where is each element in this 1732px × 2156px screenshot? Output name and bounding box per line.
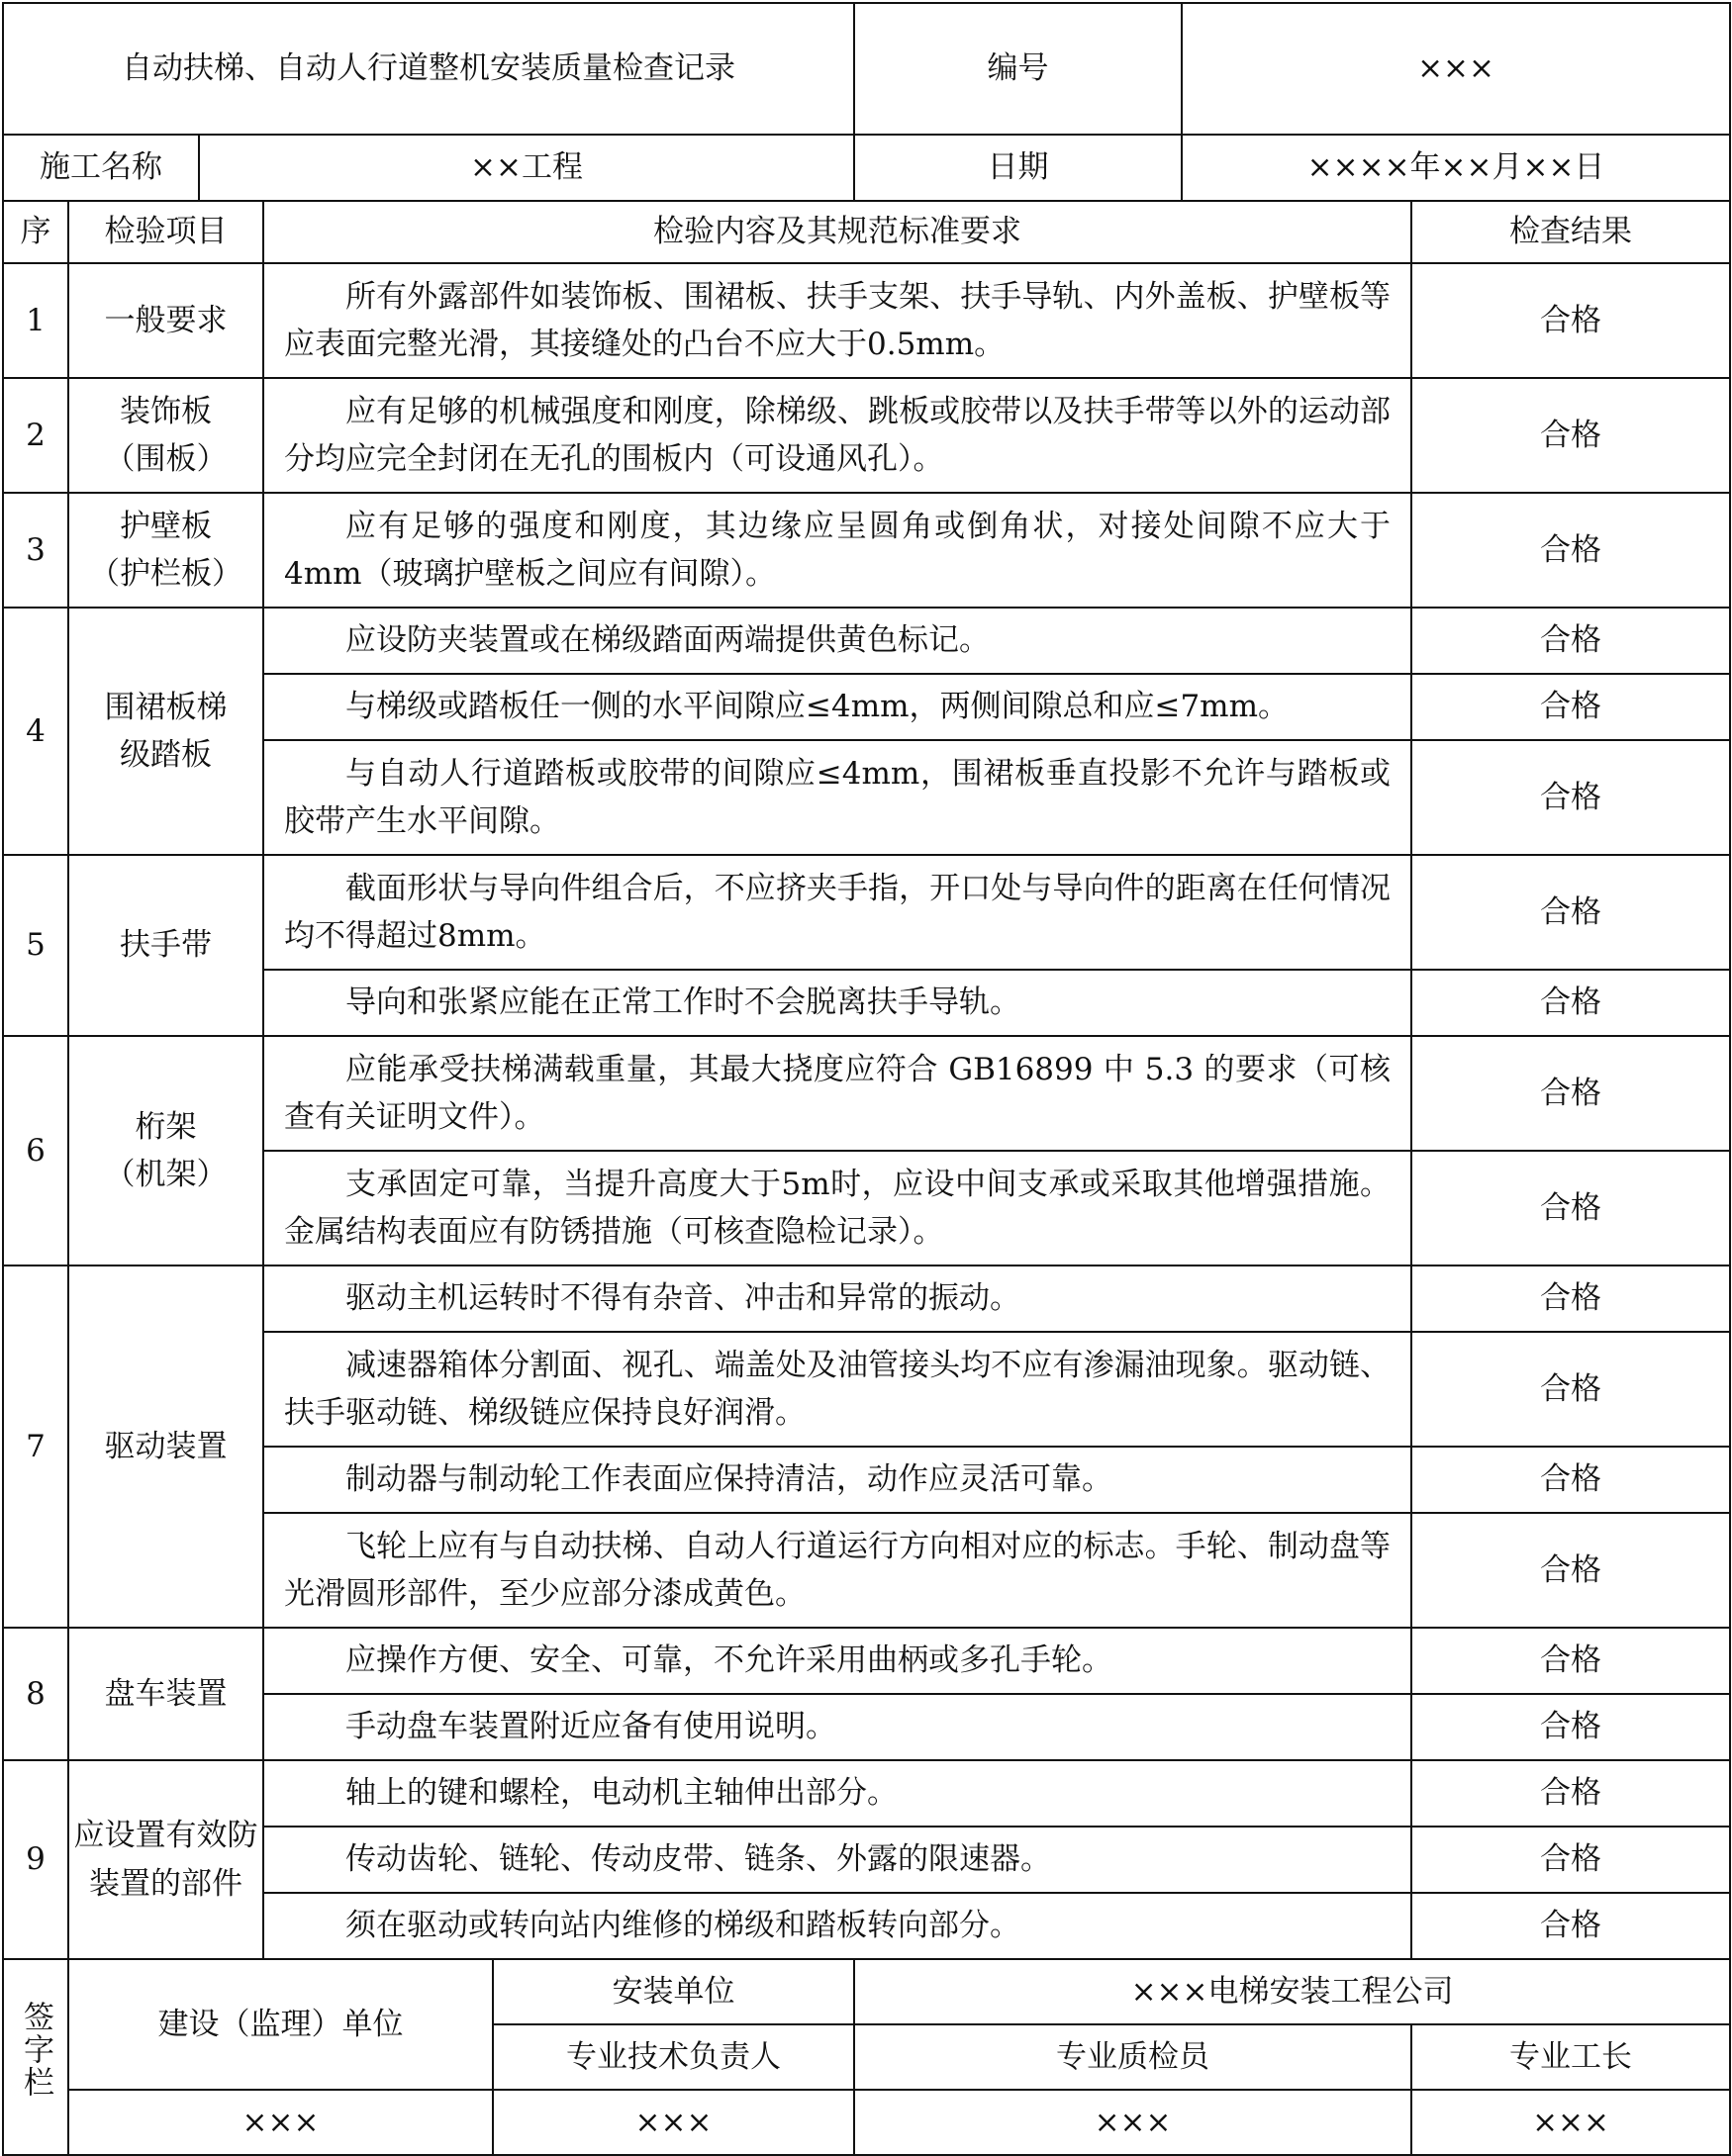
project-label: 施工名称 <box>3 135 199 201</box>
item-name-line: 一般要求 <box>104 302 228 338</box>
owner-unit-label: 建设（监理）单位 <box>68 1959 493 2090</box>
table-row <box>3 608 1730 674</box>
item-name-line: 盘车装置 <box>104 1675 228 1712</box>
check-result: 合格 <box>1411 855 1730 970</box>
requirement-text: 飞轮上应有与自动扶梯、自动人行道运行方向相对应的标志。手轮、制动盘等光滑圆形部件，至少应部分漆成黄色。 <box>263 1513 1411 1628</box>
item-name-line: （机架） <box>104 1157 228 1192</box>
item-name <box>68 378 263 493</box>
requirement-text: 截面形状与导向件组合后，不应挤夹手指，开口处与导向件的距离在任何情况均不得超过8mm。 <box>263 855 1411 970</box>
inspection-record-table <box>2 2 1731 2156</box>
item-name-line: 桁架 <box>135 1108 197 1145</box>
check-result: 合格 <box>1411 608 1730 674</box>
form-title: 自动扶梯、自动人行道整机安装质量检查记录 <box>3 3 854 135</box>
requirement-text: 所有外露部件如装饰板、围裙板、扶手支架、扶手导轨、内外盖板、护壁板等应表面完整光滑，其接缝处的凸台不应大于0.5mm。 <box>263 263 1411 378</box>
table-row <box>3 1628 1730 1694</box>
requirement-text: 制动器与制动轮工作表面应保持清洁，动作应灵活可靠。 <box>263 1447 1411 1513</box>
table-row <box>3 378 1730 493</box>
requirement-text: 驱动主机运转时不得有杂音、冲击和异常的振动。 <box>263 1265 1411 1332</box>
item-name <box>68 608 263 855</box>
inspector-label: 专业质检员 <box>854 2024 1411 2090</box>
check-result: 合格 <box>1411 1760 1730 1827</box>
check-result: 合格 <box>1411 1893 1730 1959</box>
item-name-line: 装置的部件 <box>89 1865 242 1902</box>
item-number: 8 <box>3 1628 68 1760</box>
requirement-text: 应能承受扶梯满载重量，其最大挠度应符合 GB16899 中 5.3 的要求（可核查有关证明文件）。 <box>263 1036 1411 1151</box>
requirement-text: 应操作方便、安全、可靠，不允许采用曲柄或多孔手轮。 <box>263 1628 1411 1694</box>
check-result: 合格 <box>1411 493 1730 608</box>
requirement-text: 应有足够的机械强度和刚度，除梯级、跳板或胶带以及扶手带等以外的运动部分均应完全封闭在无孔的围板内（可设通风孔）。 <box>263 378 1411 493</box>
signature-section-label: 签字栏 <box>3 1959 68 2155</box>
item-number: 2 <box>3 378 68 493</box>
column-header-content: 检验内容及其规范标准要求 <box>263 201 1411 263</box>
foreman-label: 专业工长 <box>1411 2024 1730 2090</box>
check-result: 合格 <box>1411 970 1730 1036</box>
requirement-text: 减速器箱体分割面、视孔、端盖处及油管接头均不应有渗漏油现象。驱动链、扶手驱动链、梯级链应保持良好润滑。 <box>263 1332 1411 1447</box>
check-result: 合格 <box>1411 263 1730 378</box>
requirement-text: 与梯级或踏板任一侧的水平间隙应≤4mm，两侧间隙总和应≤7mm。 <box>263 674 1411 740</box>
item-name <box>68 493 263 608</box>
table-row <box>3 1760 1730 1827</box>
check-result: 合格 <box>1411 1447 1730 1513</box>
table-row <box>3 1036 1730 1151</box>
item-number: 7 <box>3 1265 68 1628</box>
install-unit-label: 安装单位 <box>493 1959 854 2024</box>
item-name <box>68 263 263 378</box>
requirement-text: 手动盘车装置附近应备有使用说明。 <box>263 1694 1411 1760</box>
inspector-signature: ××× <box>854 2090 1411 2155</box>
check-result: 合格 <box>1411 1827 1730 1893</box>
item-number: 3 <box>3 493 68 608</box>
item-name-line: 护壁板 <box>120 508 212 544</box>
requirement-text: 支承固定可靠，当提升高度大于5m时，应设中间支承或采取其他增强措施。金属结构表面应有防锈措施（可核查隐检记录）。 <box>263 1151 1411 1265</box>
check-result: 合格 <box>1411 674 1730 740</box>
check-result: 合格 <box>1411 1151 1730 1265</box>
requirement-text: 传动齿轮、链轮、传动皮带、链条、外露的限速器。 <box>263 1827 1411 1893</box>
item-number: 6 <box>3 1036 68 1265</box>
requirement-text: 应有足够的强度和刚度，其边缘应呈圆角或倒角状，对接处间隙不应大于4mm（玻璃护壁板之间应有间隙）。 <box>263 493 1411 608</box>
item-name-line: 装饰板 <box>120 393 212 429</box>
item-name <box>68 1265 263 1628</box>
item-name-line: 驱动装置 <box>104 1428 228 1464</box>
item-name-line: （围板） <box>104 441 228 477</box>
foreman-signature: ××× <box>1411 2090 1730 2155</box>
table-row <box>3 493 1730 608</box>
item-name <box>68 855 263 1036</box>
column-header-item: 检验项目 <box>68 201 263 263</box>
owner-signature: ××× <box>68 2090 493 2155</box>
check-result: 合格 <box>1411 378 1730 493</box>
table-row <box>3 263 1730 378</box>
check-result: 合格 <box>1411 1265 1730 1332</box>
item-name-line: （护栏板） <box>89 556 242 592</box>
install-company: ×××电梯安装工程公司 <box>854 1959 1730 2024</box>
item-name-line: 应设置有效防 <box>73 1818 258 1854</box>
tech-lead-label: 专业技术负责人 <box>493 2024 854 2090</box>
item-number: 4 <box>3 608 68 855</box>
code-label: 编号 <box>854 3 1182 135</box>
item-name <box>68 1036 263 1265</box>
item-name <box>68 1760 263 1959</box>
check-result: 合格 <box>1411 1694 1730 1760</box>
column-header-seq: 序 <box>3 201 68 263</box>
code-value: ××× <box>1182 3 1730 135</box>
item-number: 1 <box>3 263 68 378</box>
check-result: 合格 <box>1411 1628 1730 1694</box>
date-label: 日期 <box>854 135 1182 201</box>
item-name <box>68 1628 263 1760</box>
requirement-text: 须在驱动或转向站内维修的梯级和踏板转向部分。 <box>263 1893 1411 1959</box>
item-name-line: 扶手带 <box>120 927 212 964</box>
check-result: 合格 <box>1411 1513 1730 1628</box>
requirement-text: 与自动人行道踏板或胶带的间隙应≤4mm，围裙板垂直投影不允许与踏板或胶带产生水平间隙。 <box>263 740 1411 855</box>
check-result: 合格 <box>1411 1036 1730 1151</box>
check-result: 合格 <box>1411 1332 1730 1447</box>
date-value: ××××年××月××日 <box>1182 135 1730 201</box>
item-number: 5 <box>3 855 68 1036</box>
check-result: 合格 <box>1411 740 1730 855</box>
table-row <box>3 855 1730 970</box>
table-row <box>3 1265 1730 1332</box>
project-value: ××工程 <box>199 135 854 201</box>
item-name-line: 围裙板梯 <box>104 689 228 725</box>
item-number: 9 <box>3 1760 68 1959</box>
requirement-text: 应设防夹装置或在梯级踏面两端提供黄色标记。 <box>263 608 1411 674</box>
item-name-line: 级踏板 <box>120 737 212 773</box>
requirement-text: 导向和张紧应能在正常工作时不会脱离扶手导轨。 <box>263 970 1411 1036</box>
requirement-text: 轴上的键和螺栓，电动机主轴伸出部分。 <box>263 1760 1411 1827</box>
column-header-result: 检查结果 <box>1411 201 1730 263</box>
tech-lead-signature: ××× <box>493 2090 854 2155</box>
